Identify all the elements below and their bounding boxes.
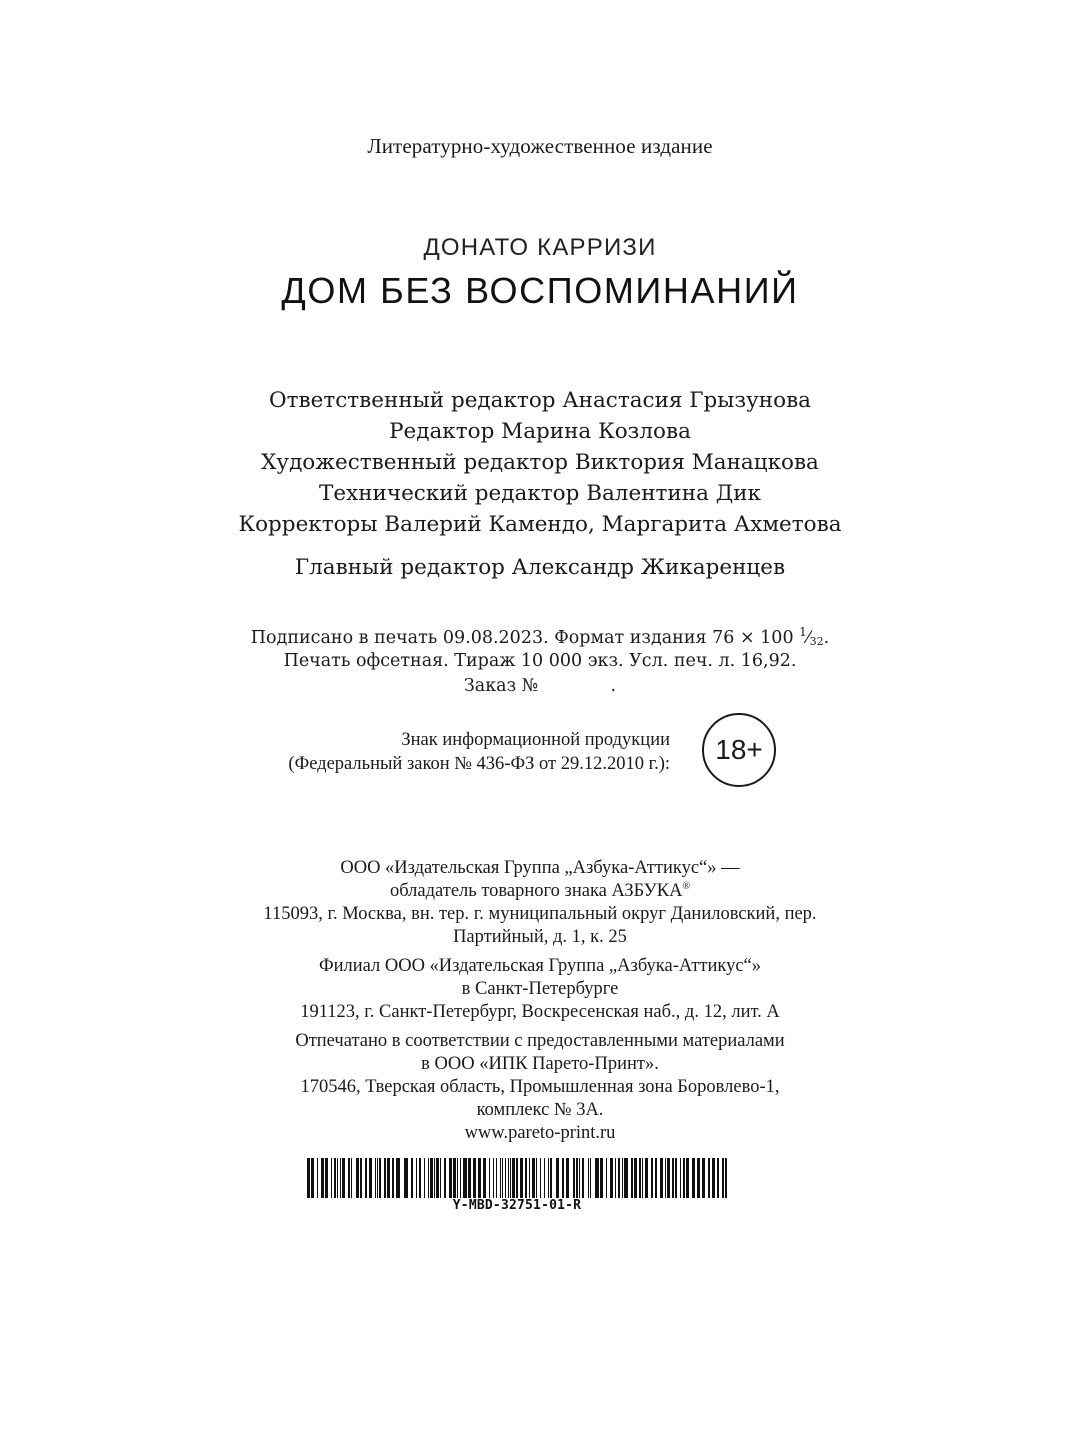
order-number-line: Заказ № .	[463, 676, 617, 696]
print-info-text: Подписано в печать 09.08.2023. Формат издания 76 × 100	[250, 628, 800, 648]
publisher-line-3: 115093, г. Москва, вн. тер. г. муниципальный округ Даниловский, пер.	[263, 904, 817, 924]
age-rating-value: 18+	[715, 734, 763, 765]
printer-line-1: Отпечатано в соответствии с предоставленными материалами	[295, 1031, 785, 1051]
age-rating-label	[250, 728, 670, 776]
barcode-code: Y-MBD-32751-01-R	[452, 1198, 582, 1213]
format-fraction-denominator: 32	[809, 635, 824, 648]
author-name: ДОНАТО КАРРИЗИ	[423, 234, 657, 261]
branch-line-1: Филиал ООО «Издательская Группа „Азбука-Аттикус“»	[318, 956, 762, 976]
edition-type: Литературно-художественное издание	[367, 134, 713, 158]
publisher-line-1: ООО «Издательская Группа „Азбука-Аттикус“» —	[340, 858, 740, 878]
staff-line-technical-editor: Технический редактор Валентина Дик	[319, 481, 761, 506]
trademark-owner-text: обладатель товарного знака АЗБУКА	[389, 881, 683, 901]
staff-line-art-editor: Художественный редактор Виктория Манацкова	[261, 450, 819, 475]
format-fraction-slash: ⁄	[806, 628, 810, 648]
publisher-line-2	[0, 881, 1080, 902]
age-rating-badge	[702, 713, 776, 787]
printer-website: www.pareto-print.ru	[464, 1123, 616, 1143]
age-rating-label-line-1: Знак информационной продукции	[401, 730, 670, 750]
staff-line-managing-editor: Ответственный редактор Анастасия Грызунова	[269, 388, 811, 413]
chief-editor: Главный редактор Александр Жикаренцев	[294, 555, 786, 580]
staff-line-editor: Редактор Марина Козлова	[389, 419, 691, 444]
registered-mark: ®	[682, 881, 691, 892]
printer-line-4: комплекс № 3А.	[476, 1100, 604, 1120]
print-info-line-1	[0, 625, 1080, 648]
print-info-end: .	[823, 628, 830, 648]
branch-line-3: 191123, г. Санкт-Петербург, Воскресенская наб., д. 12, лит. А	[300, 1002, 780, 1022]
format-fraction-numerator: 1	[799, 625, 807, 639]
printer-line-2: в ООО «ИПК Парето-Принт».	[421, 1054, 659, 1074]
book-title: ДОМ БЕЗ ВОСПОМИНАНИЙ	[281, 270, 799, 311]
print-info-line-2: Печать офсетная. Тираж 10 000 экз. Усл. печ. л. 16,92.	[283, 651, 797, 671]
barcode	[307, 1158, 727, 1198]
branch-line-2: в Санкт-Петербурге	[461, 979, 619, 999]
printer-line-3: 170546, Тверская область, Промышленная зона Боровлево-1,	[300, 1077, 780, 1097]
publisher-line-4: Партийный, д. 1, к. 25	[453, 927, 627, 947]
staff-line-proofreaders: Корректоры Валерий Камендо, Маргарита Ахметова	[238, 512, 842, 537]
age-rating-label-line-2: (Федеральный закон № 436-ФЗ от 29.12.2010 г.):	[288, 754, 670, 774]
